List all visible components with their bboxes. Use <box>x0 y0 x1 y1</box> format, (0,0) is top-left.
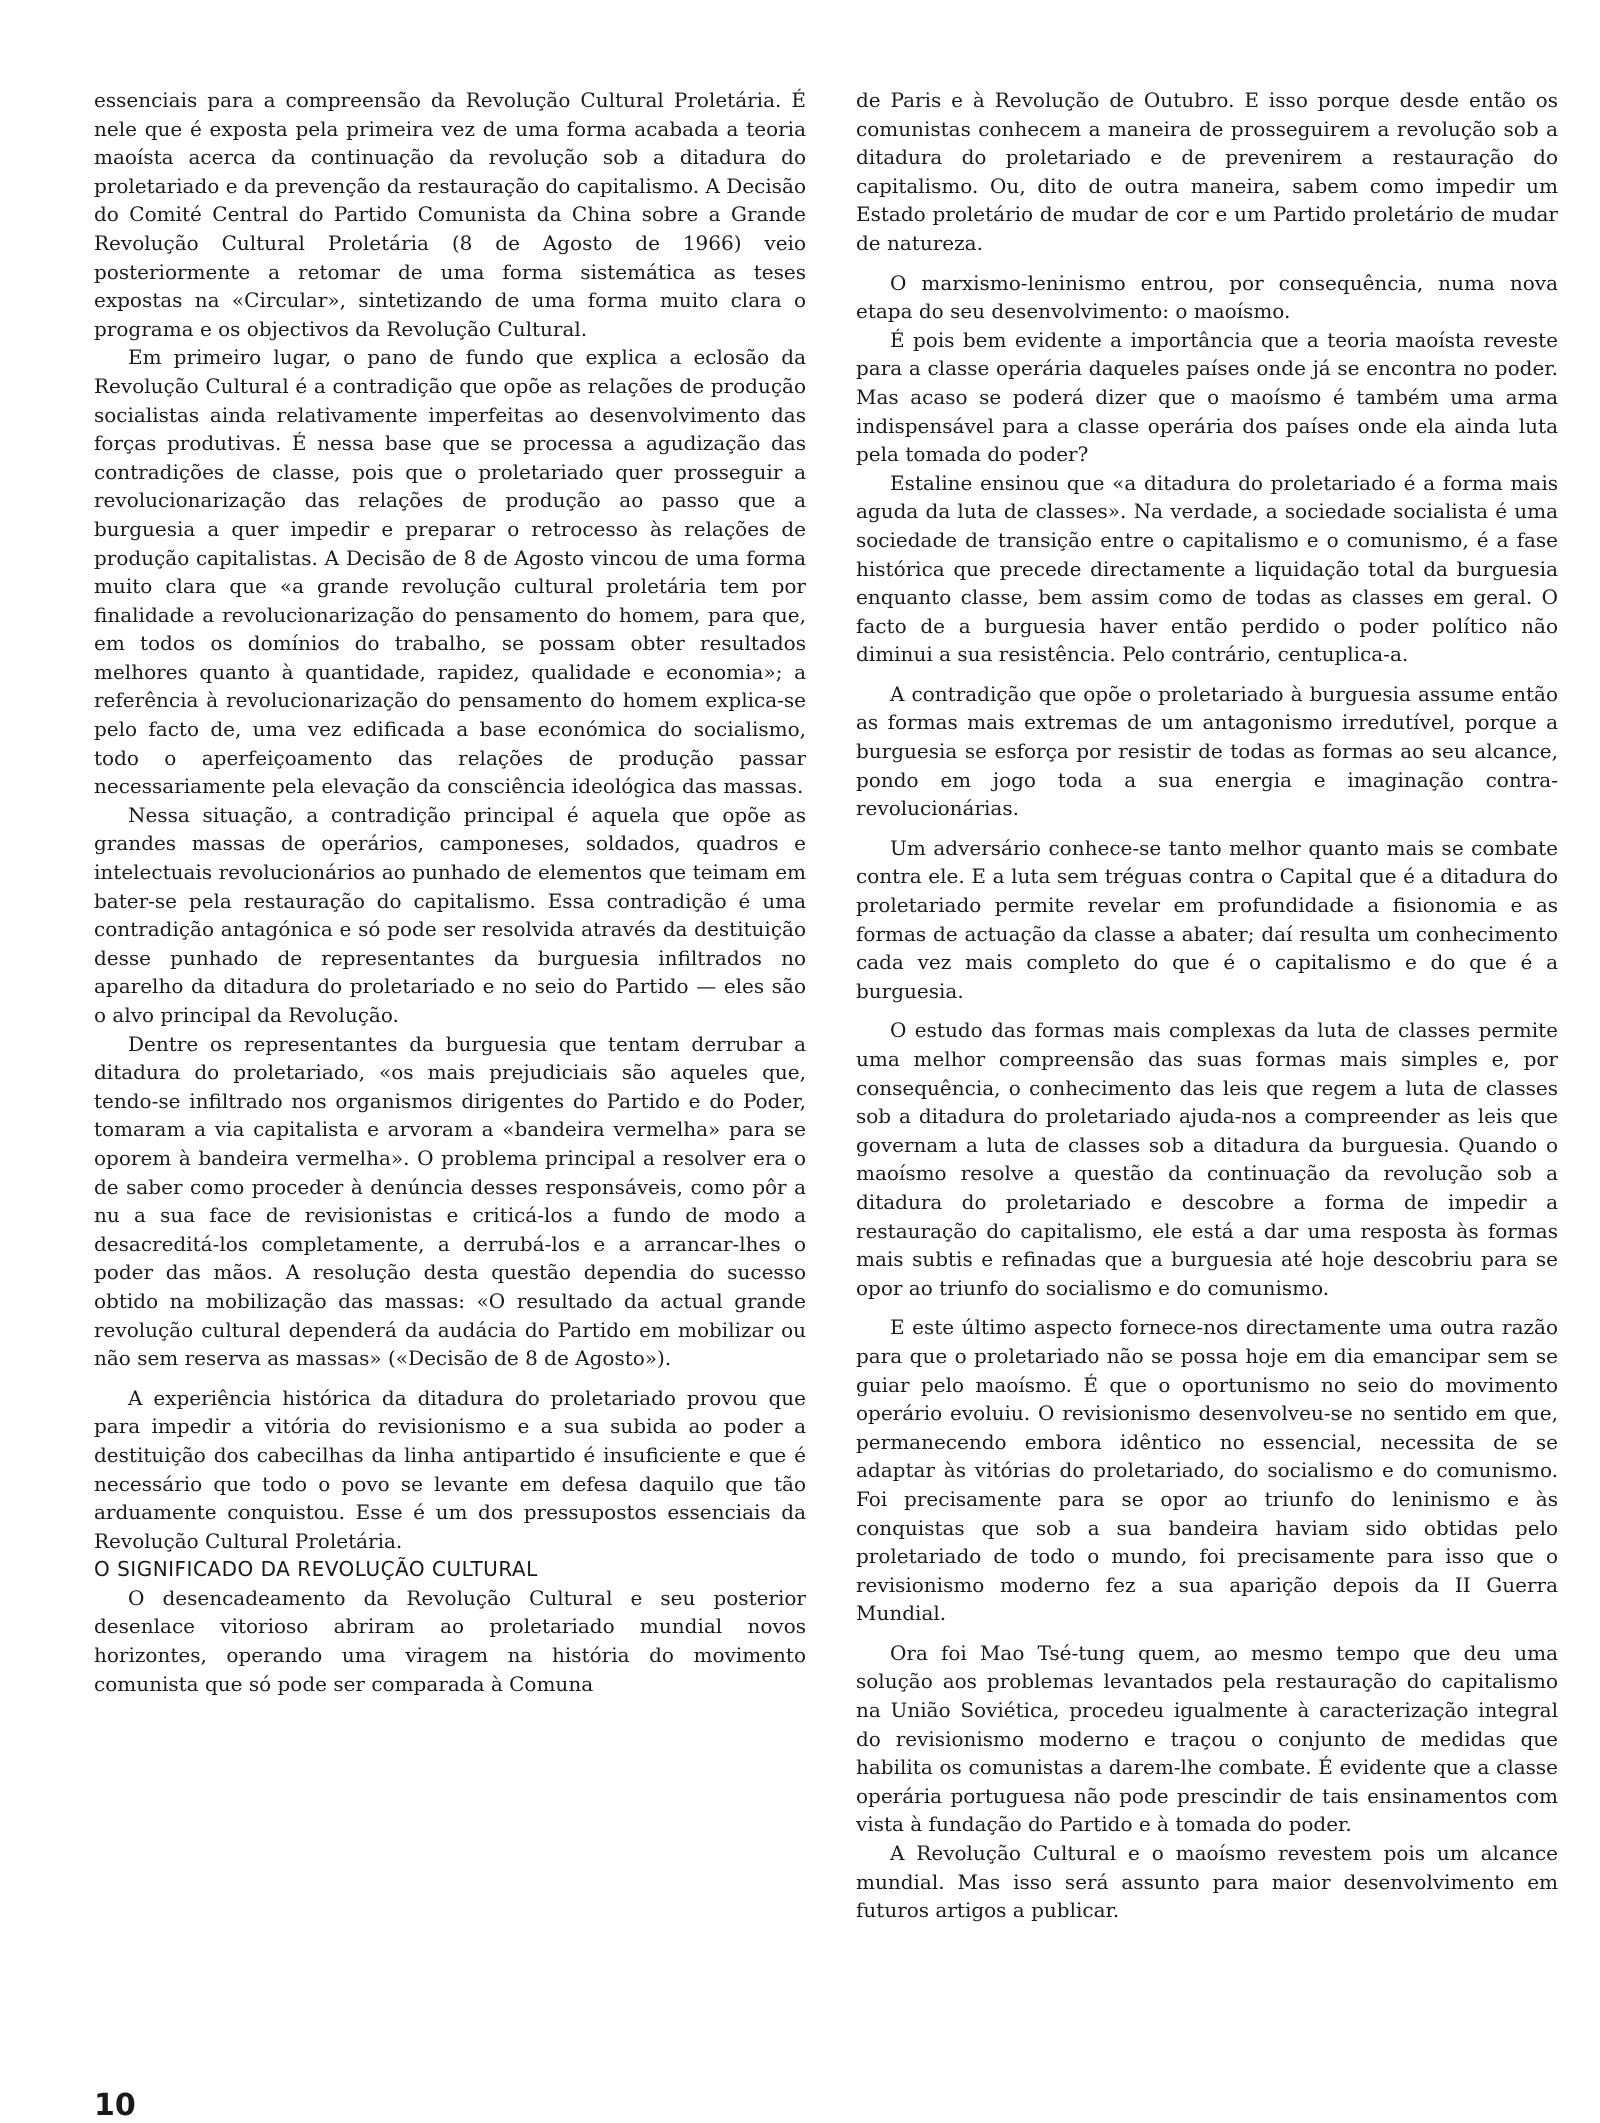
paragraph: A Revolução Cultural e o maoísmo revestem pois um alcance mundial. Mas isso será assunto para maior desenvolvimento em futuros artigos a publicar. <box>856 1841 1558 1923</box>
paragraph: Dentre os representantes da burguesia que tentam derrubar a ditadura do proletariado, «os mais prejudiciais são aqueles que, tendo-se infiltrado nos organismos dirigentes do Partido e do Poder, tomaram a via capitalista e arvoram a «bandeira vermelha» para se oporem à bandeira vermelha». O problema principal a resolver era o de saber como proceder à denúncia desses responsáveis, como pôr a nu a sua face de revisionistas e criticá-los a fundo de modo a desacreditá-los completamente, a derrubá-los e a arrancar-lhes o poder das mãos. A resolução desta questão dependia do sucesso obtido na mobilização das massas: «O resultado da actual grande revolução cultural dependerá da audácia do Partido em mobilizar ou não sem reserva as massas» («Decisão de 8 de Agosto»). <box>94 1031 806 1371</box>
paragraph: Em primeiro lugar, o pano de fundo que explica a eclosão da Revolução Cultural é a contradição que opõe as relações de produção socialistas ainda relativamente imperfeitas ao desenvolvimento das forças produtivas. É nessa base que se processa a agudização das contradições de classe, pois que o proletariado quer prosseguir a revolucionarização das relações de produção ao passo que a burguesia a quer impedir e preparar o retrocesso às relações de produção capitalistas. A Decisão de 8 de Agosto vincou de uma forma muito clara que «a grande revolução cultural proletária tem por finalidade a revolucionarização do pensamento do homem, para que, em todos os domínios do trabalho, se possam obter resultados melhores quanto à quantidade, rapidez, qualidade e economia»; a referência à revolucionarização do pensamento do homem explica-se pelo facto de, uma vez edificada a base económica do socialismo, todo o aperfeiçoamento das relações de produção passar necessariamente pela elevação da consciência ideológica das massas. <box>94 345 806 799</box>
paragraph: O marxismo-leninismo entrou, por consequência, numa nova etapa do seu desenvolvimento: o maoísmo. <box>856 270 1558 324</box>
paragraph: A experiência histórica da ditadura do proletariado provou que para impedir a vitória do revisionismo e a sua subida ao poder a destituição dos cabecilhas da linha antipartido é insuficiente e que é necessário que todo o povo se levante em defesa daquilo que tão arduamente conquistou. Esse é um dos pressupostos essenciais da Revolução Cultural Proletária. <box>94 1385 806 1553</box>
left-column <box>94 86 806 1698</box>
paragraph: Estaline ensinou que «a ditadura do proletariado é a forma mais aguda da luta de classes». Na verdade, a sociedade socialista é uma sociedade de transição entre o capitalismo e o comunismo, é a fase histórica que precede directamente a liquidação total da burguesia enquanto classe, bem assim como de todas as classes em geral. O facto de a burguesia haver então perdido o poder político não diminui a sua resistência. Pelo contrário, centuplica-a. <box>856 470 1558 667</box>
paragraph: É pois bem evidente a importância que a teoria maoísta reveste para a classe operária daqueles países onde já se encontra no poder. Mas acaso se poderá dizer que o maoísmo é também uma arma indispensável para a classe operária dos países onde ela ainda luta pela tomada do poder? <box>856 327 1558 467</box>
paragraph: Nessa situação, a contradição principal é aquela que opõe as grandes massas de operários, camponeses, soldados, quadros e intelectuais revolucionários ao punhado de elementos que teimam em bater-se pela restauração do capitalismo. Essa contradição é uma contradição antagónica e só pode ser resolvida através da destituição desse punhado de representantes da burguesia infiltrados no aparelho da ditadura do proletariado e no seio do Partido — eles são o alvo principal da Revolução. <box>94 802 806 1027</box>
right-column <box>856 86 1558 1925</box>
page-number: 10 <box>94 2088 136 2123</box>
paragraph: O estudo das formas mais complexas da luta de classes permite uma melhor compreensão das suas formas mais simples e, por consequência, o conhecimento das leis que regem a luta de classes sob a ditadura do proletariado ajuda-nos a compreender as leis que governam a luta de classes sob a ditadura da burguesia. Quando o maoísmo resolve a questão da continuação da revolução sob a ditadura do proletariado e descobre a forma de impedir a restauração do capitalismo, ele está a dar uma resposta às formas mais subtis e refinadas que a burguesia até hoje descobriu para se opor ao triunfo do socialismo e do comunismo. <box>856 1018 1558 1300</box>
paragraph: O desencadeamento da Revolução Cultural e seu posterior desenlace vitorioso abriram ao proletariado mundial novos horizontes, operando uma viragem na história do movimento comunista que só pode ser comparada à Comuna <box>94 1585 806 1696</box>
paragraph: Um adversário conhece-se tanto melhor quanto mais se combate contra ele. E a luta sem tréguas contra o Capital que é a ditadura do proletariado permite revelar em profundidade a fisionomia e as formas de actuação da classe a abater; daí resulta um conhecimento cada vez mais completo do que é o capitalismo e do que é a burguesia. <box>856 835 1558 1003</box>
section-heading: O SIGNIFICADO DA REVOLUÇÃO CULTURAL <box>94 1557 538 1582</box>
paragraph: Ora foi Mao Tsé-tung quem, ao mesmo tempo que deu uma solução aos problemas levantados pela restauração do capitalismo na União Soviética, procedeu igualmente à caracterização integral do revisionismo moderno e traçou o conjunto de medidas que habilita os comunistas a darem-lhe combate. É evidente que a classe operária portuguesa não pode prescindir de tais ensinamentos com vista à fundação do Partido e à tomada do poder. <box>856 1640 1558 1837</box>
paragraph: de Paris e à Revolução de Outubro. E isso porque desde então os comunistas conhecem a maneira de prosseguirem a revolução sob a ditadura do proletariado e de prevenirem a restauração do capitalismo. Ou, dito de outra maneira, sabem como impedir um Estado proletário de mudar de cor e um Partido proletário de mudar de natureza. <box>856 88 1558 255</box>
paragraph: A contradição que opõe o proletariado à burguesia assume então as formas mais extremas de um antagonismo irredutível, porque a burguesia se esforça por resistir de todas as formas ao seu alcance, pondo em jogo toda a sua energia e imaginação contra-revolucionárias. <box>856 681 1558 821</box>
paragraph: essenciais para a compreensão da Revolução Cultural Proletária. É nele que é exposta pela primeira vez de uma forma acabada a teoria maoísta acerca da continuação da revolução sob a ditadura do proletariado e da prevenção da restauração do capitalismo. A Decisão do Comité Central do Partido Comunista da China sobre a Grande Revolução Cultural Proletária (8 de Agosto de 1966) veio posteriormente a retomar de uma forma sistemática as teses expostas na «Circular», sintetizando de uma forma muito clara o programa e os objectivos da Revolução Cultural. <box>94 88 806 341</box>
paragraph: E este último aspecto fornece-nos directamente uma outra razão para que o proletariado não se possa hoje em dia emancipar sem se guiar pelo maoísmo. É que o oportunismo no seio do movimento operário evoluiu. O revisionismo desenvolveu-se no sentido em que, permanecendo embora idêntico no essencial, necessita de se adaptar às vitórias do proletariado, do socialismo e do comunismo. Foi precisamente para se opor ao triunfo do leninismo e às conquistas que sob a sua bandeira haviam sido obtidas pelo proletariado de todo o mundo, foi precisamente para isso que o revisionismo moderno fez a sua aparição depois da II Guerra Mundial. <box>856 1315 1558 1626</box>
